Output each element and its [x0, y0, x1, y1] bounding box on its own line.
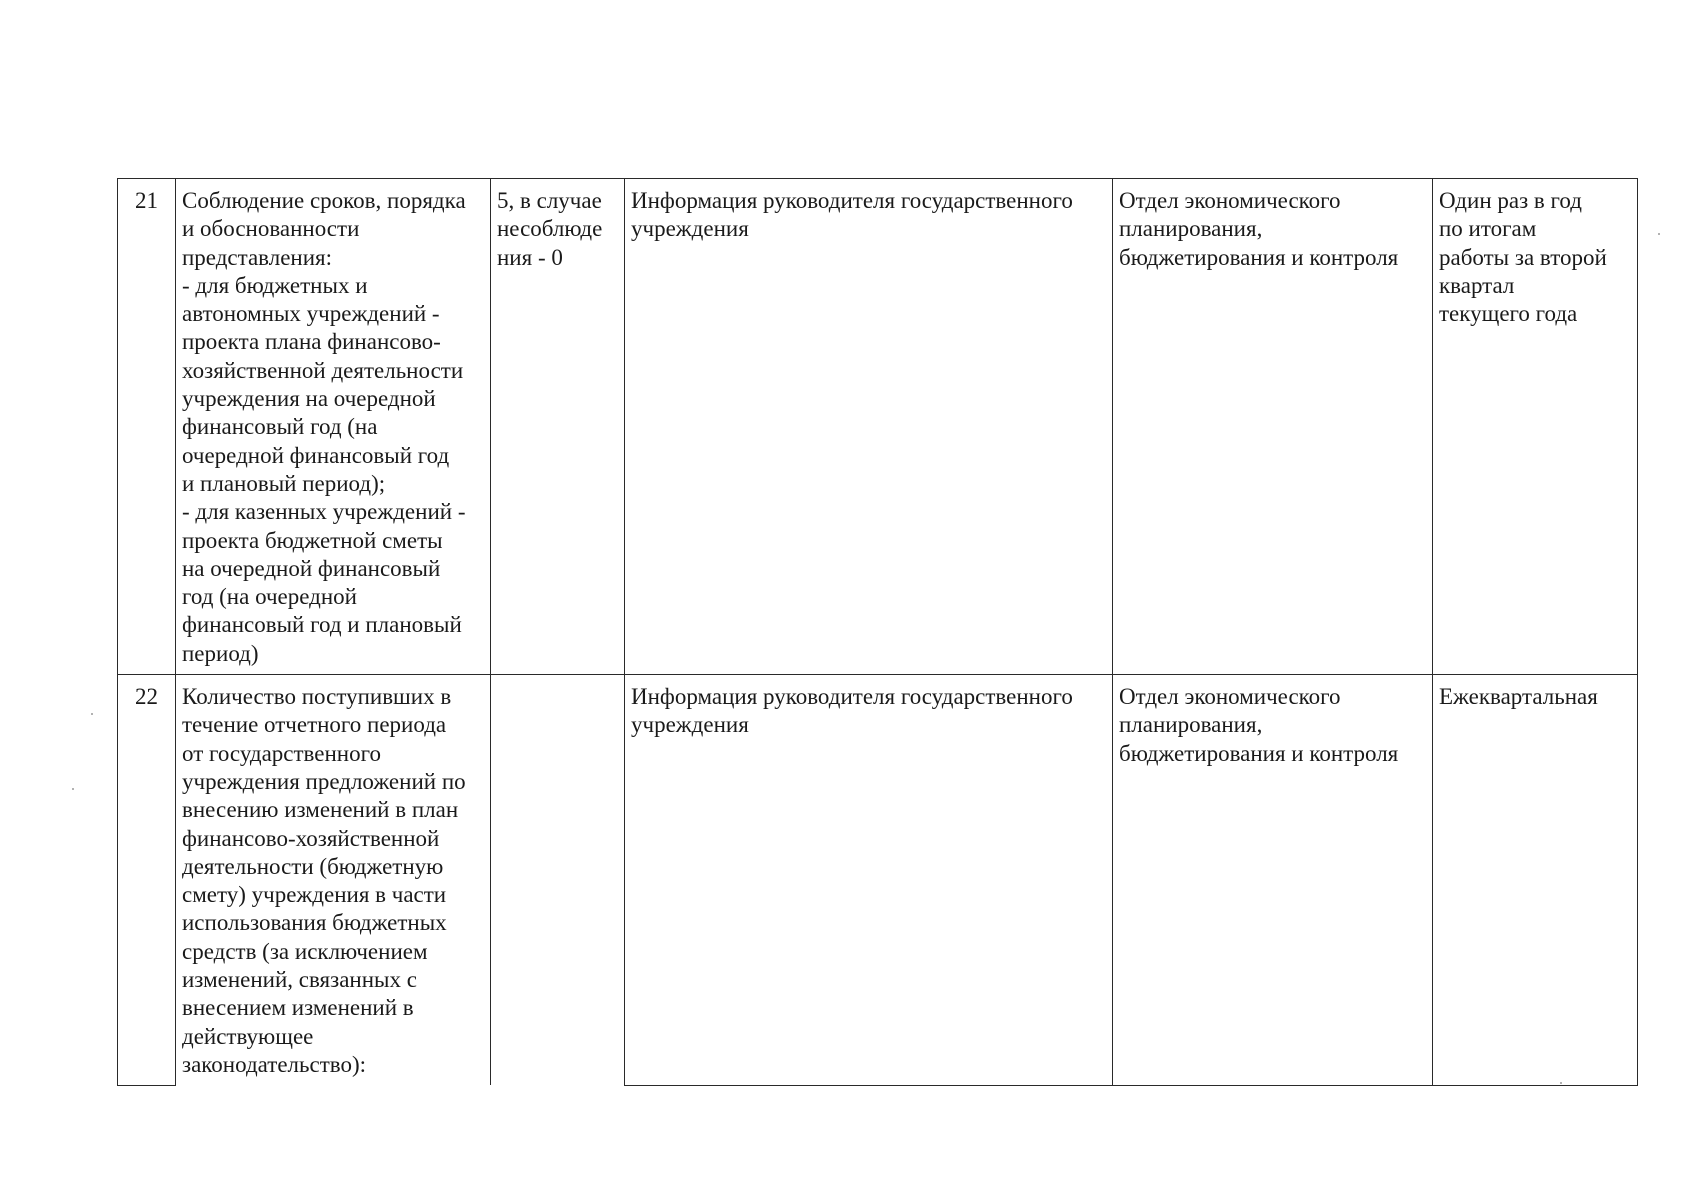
score-cell	[491, 179, 625, 675]
indicator-cell	[176, 675, 491, 1086]
indicator-text: Количество поступивших в течение отчетного периода от государственного учреждения предложений по внесению изменений в план финансово-хозяйственной деятельности (бюджетную смету) учреждения в части использования бюджетных средств (за исключением изменений, связанных с внесением изменений в действующее законодательство):	[182, 684, 466, 1077]
row-number: 21	[135, 188, 158, 213]
table-row	[118, 179, 1638, 675]
source-cell	[625, 675, 1113, 1086]
row-number: 22	[135, 684, 158, 710]
periodicity-text: Ежеквартальная	[1439, 684, 1598, 710]
periodicity-cell	[1433, 675, 1638, 1086]
indicator-cell	[176, 179, 491, 675]
source-text: Информация руководителя государственного учреждения	[631, 188, 1073, 242]
department-text: Отдел экономического планирования, бюджетирования и контроля	[1119, 684, 1399, 766]
score-text: 5, в случае несоблюде ния - 0	[497, 188, 603, 270]
row-number-cell	[118, 675, 176, 1086]
score-cell	[491, 675, 625, 1086]
scan-speck	[72, 788, 74, 790]
row-number-cell	[118, 179, 176, 675]
source-cell	[625, 179, 1113, 675]
periodicity-cell	[1433, 179, 1638, 675]
periodicity-text: Один раз в год по итогам работы за второй квартал текущего года	[1439, 188, 1607, 327]
department-text: Отдел экономического планирования, бюджетирования и контроля	[1119, 188, 1399, 270]
source-text: Информация руководителя государственного учреждения	[631, 684, 1073, 738]
table-row	[118, 675, 1638, 1086]
scan-speck	[1658, 233, 1660, 235]
scan-speck	[91, 713, 93, 715]
scan-speck	[1560, 1082, 1562, 1084]
criteria-table	[117, 178, 1638, 1086]
department-cell	[1113, 179, 1433, 675]
indicator-text: Соблюдение сроков, порядка и обоснованности представления: - для бюджетных и автономных учреждений - проекта плана финансово- хозяйственной деятельности учреждения на очередной финансовый год (на очередной финансовый год и плановый период); - для казенных учреждений - проекта бюджетной сметы на очередной финансовый год (на очередной финансовый год и плановый период)	[182, 188, 466, 666]
department-cell	[1113, 675, 1433, 1086]
